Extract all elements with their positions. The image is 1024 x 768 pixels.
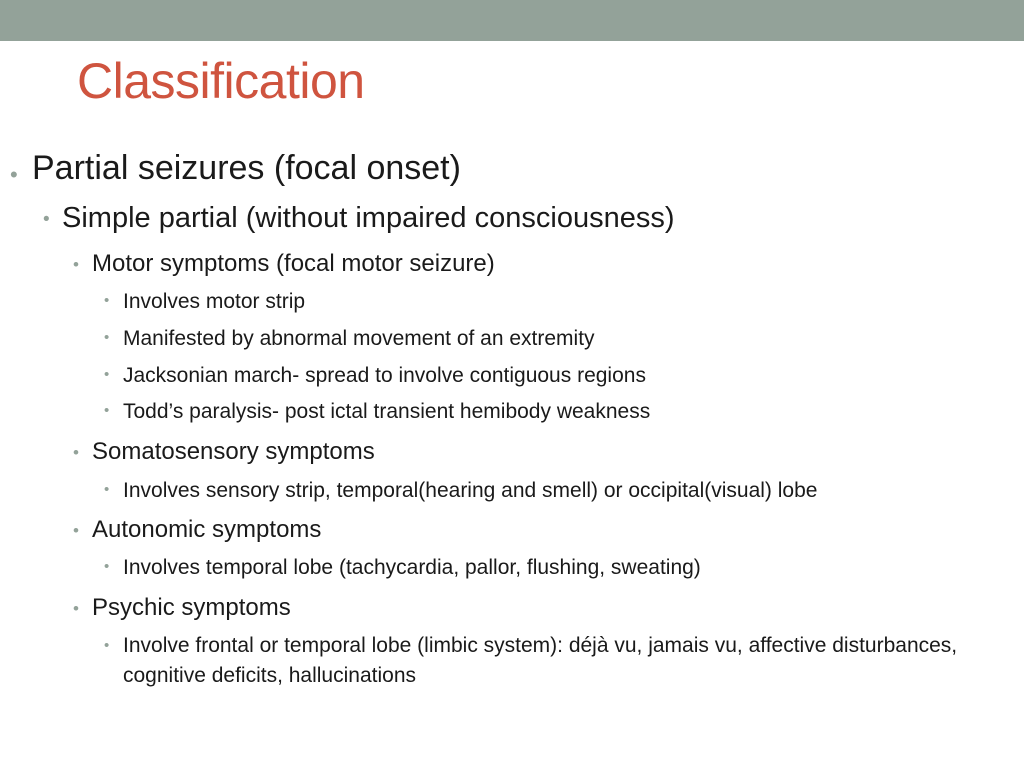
- bullet-marker: •: [43, 209, 50, 230]
- top-accent-band: [0, 0, 1024, 41]
- bullet-marker: •: [73, 443, 79, 462]
- bullet-text: Motor symptoms (focal motor seizure): [92, 250, 495, 277]
- slide-title: Classification: [77, 53, 365, 109]
- bullet-text: Manifested by abnormal movement of an extremity: [123, 327, 595, 350]
- bullet-marker: •: [104, 292, 110, 309]
- bullet-text: Psychic symptoms: [92, 594, 291, 621]
- bullet-text: Todd’s paralysis- post ictal transient hemibody weakness: [123, 400, 651, 423]
- bullet-marker: •: [104, 329, 110, 346]
- bullet-marker: •: [73, 255, 79, 274]
- bullet-text: Jacksonian march- spread to involve contiguous regions: [123, 364, 646, 387]
- bullet-text: Somatosensory symptoms: [92, 438, 375, 465]
- bullet-marker: •: [10, 162, 18, 187]
- bullet-marker: •: [104, 366, 110, 383]
- bullet-marker: •: [104, 481, 110, 498]
- bullet-marker: •: [73, 599, 79, 618]
- bullet-marker: •: [73, 521, 79, 540]
- bullet-text: Involves sensory strip, temporal(hearing and smell) or occipital(visual) lobe: [123, 479, 818, 502]
- bullet-text: Simple partial (without impaired consciousness): [62, 202, 675, 234]
- bullet-marker: •: [104, 637, 110, 654]
- bullet-text: Involves motor strip: [123, 290, 306, 313]
- bullet-text: Partial seizures (focal onset): [32, 149, 461, 187]
- bullet-text: Involve frontal or temporal lobe (limbic system): déjà vu, jamais vu, affective disturbances, cognitive deficits, hallucinations: [123, 634, 958, 687]
- bullet-marker: •: [104, 558, 110, 575]
- bullet-text: Autonomic symptoms: [92, 516, 322, 543]
- bullet-marker: •: [104, 402, 110, 419]
- bullet-text: Involves temporal lobe (tachycardia, pallor, flushing, sweating): [123, 556, 701, 579]
